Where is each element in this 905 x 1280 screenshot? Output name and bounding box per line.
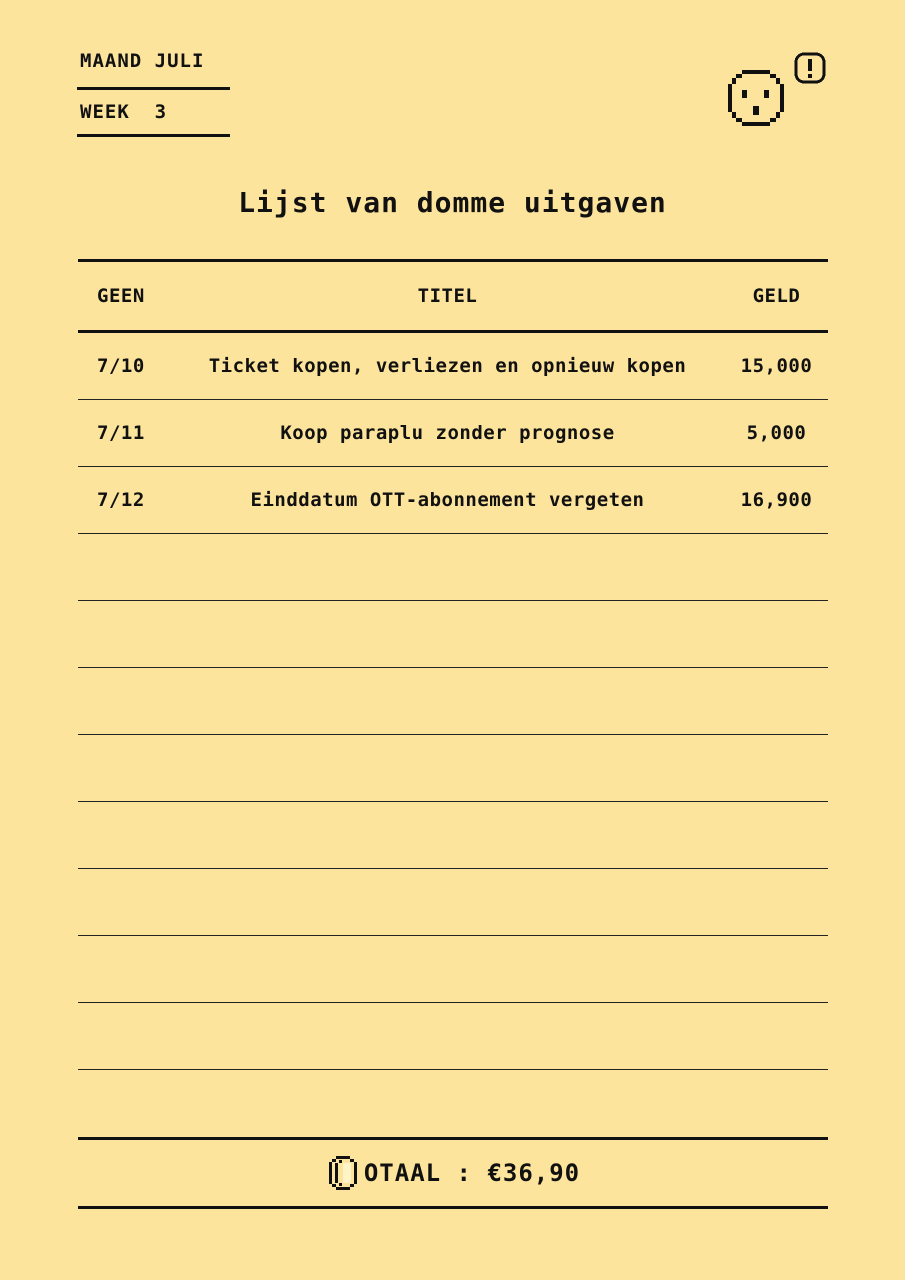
table-row [78, 400, 828, 467]
total-row [78, 1140, 828, 1206]
row-amount: 15,000 [740, 355, 813, 377]
row-date: 7/12 [97, 489, 145, 511]
table-row [78, 1003, 828, 1070]
row-amount: 16,900 [740, 489, 813, 511]
table-row [78, 668, 828, 735]
total-section [78, 1137, 828, 1209]
expense-table [78, 259, 828, 1136]
row-title: Einddatum OTT-abonnement vergeten [250, 489, 645, 511]
column-header-amount: GELD [752, 285, 801, 307]
week-label: WEEK 3 [80, 101, 168, 123]
table-row [78, 802, 828, 869]
total-bottom-rule [78, 1206, 828, 1209]
month-label: MAAND JULI [80, 50, 205, 72]
row-date: 7/11 [97, 422, 145, 444]
table-row [78, 601, 828, 668]
table-row [78, 467, 828, 534]
exclamation-bubble-icon [796, 54, 824, 82]
week-divider [77, 134, 230, 137]
column-header-date: GEEN [97, 285, 145, 307]
table-row [78, 869, 828, 936]
surprised-face-icon [722, 48, 832, 136]
row-amount: 5,000 [746, 422, 807, 444]
total-label: OTAAL : €36,90 [363, 1159, 581, 1187]
row-title: Koop paraplu zonder prognose [280, 422, 615, 444]
table-row [78, 1070, 828, 1136]
table-row [78, 936, 828, 1003]
table-row [78, 735, 828, 802]
column-header-title: TITEL [417, 285, 478, 307]
coin-icon [326, 1154, 362, 1192]
table-row [78, 333, 828, 400]
page-title: Lijst van domme uitgaven [238, 186, 667, 219]
table-row [78, 534, 828, 601]
row-title: Ticket kopen, verliezen en opnieuw kopen [208, 355, 687, 377]
month-divider [77, 87, 230, 90]
row-date: 7/10 [97, 355, 145, 377]
table-header [78, 262, 828, 330]
